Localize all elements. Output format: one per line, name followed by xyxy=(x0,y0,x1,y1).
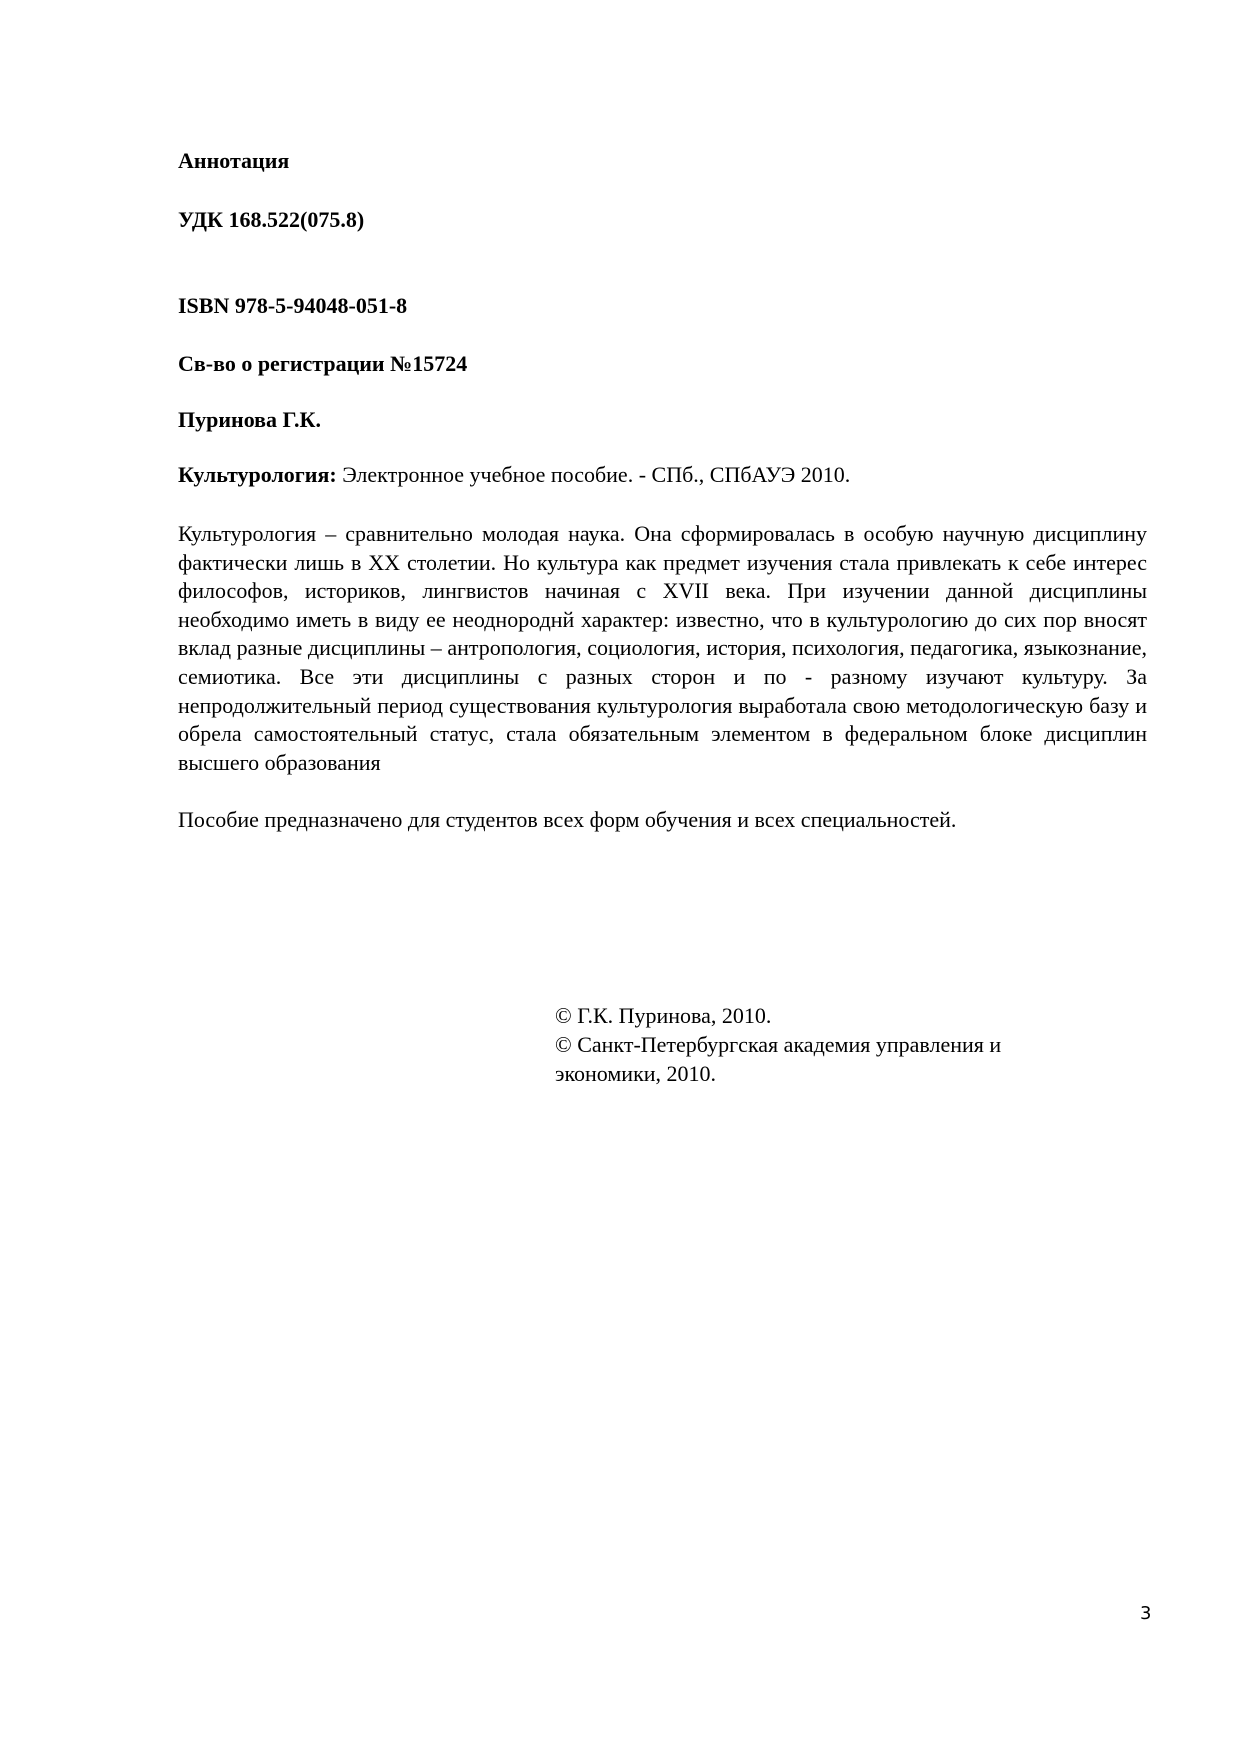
udk-code: УДК 168.522(075.8) xyxy=(178,207,365,232)
audience-note: Пособие предназначено для студентов всех форм обучения и всех специальностей. xyxy=(178,807,957,832)
citation-details: Электронное учебное пособие. - СПб., СПбАУЭ 2010. xyxy=(336,462,851,487)
citation-title: Культурология: xyxy=(178,462,337,487)
copyright-academy: © Санкт-Петербургская академия управления и xyxy=(555,1032,1002,1057)
isbn-code: ISBN 978-5-94048-051-8 xyxy=(178,293,408,318)
copyright-academy-cont: экономики, 2010. xyxy=(555,1061,717,1086)
registration-certificate: Св-во о регистрации №15724 xyxy=(178,351,468,376)
author-name: Пуринова Г.К. xyxy=(178,407,321,432)
abstract-paragraph: Культурология – сравнительно молодая наука. Она сформировалась в особую научную дисциплину фактически лишь в XX столетии. Но культура как предмет изучения стала привлекать к себе интерес философов, историков, лингвистов начиная с XVII века. При изучении данной дисциплины необходимо иметь в виду ее неоднороднй характер: известно, что в культурологию до сих пор вносят вклад разные дисциплины – антропология, социология, история, психология, педагогика, языкознание, семиотика. Все эти дисциплины с разных сторон и по - разному изучают культуру. За непродолжительный период существования культурология выработала свою методологическую базу и обрела самостоятельный статус, стала обязательным элементом в федеральном блоке дисциплин высшего образования xyxy=(178,521,1147,775)
page-number: 3 xyxy=(1140,1603,1152,1624)
copyright-author: © Г.К. Пуринова, 2010. xyxy=(555,1003,772,1028)
annotation-heading: Аннотация xyxy=(178,148,290,173)
bibliographic-citation xyxy=(178,462,850,488)
